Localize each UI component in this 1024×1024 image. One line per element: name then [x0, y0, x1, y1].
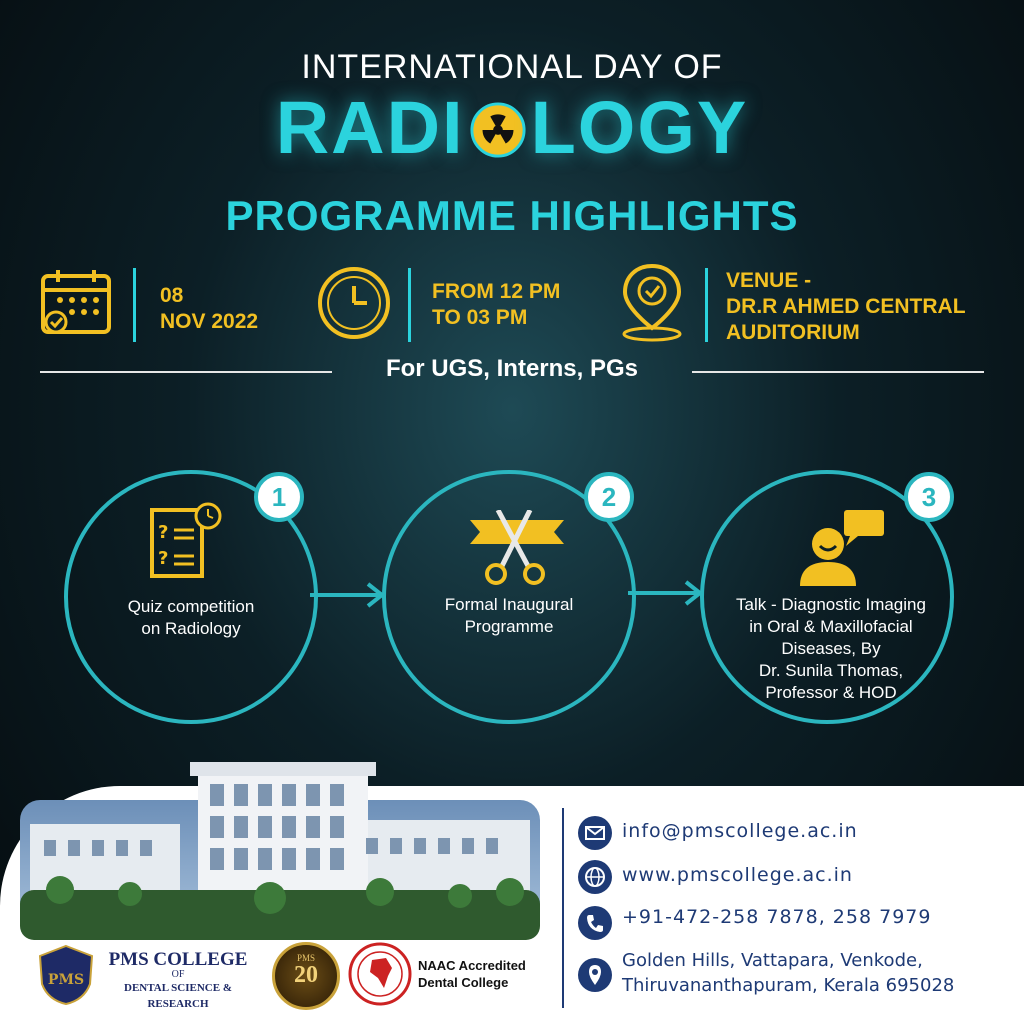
globe-icon: [578, 860, 612, 894]
step-3-text: Talk - Diagnostic Imaging in Oral & Maxillofacial Diseases, By Dr. Sunila Thomas, Professor & HOD: [736, 595, 926, 702]
step-3-number: 3: [904, 472, 954, 522]
quiz-icon: [148, 500, 228, 582]
step-2-text: Formal Inaugural Programme: [444, 595, 574, 636]
audience-label: For UGS, Interns, PGs: [385, 355, 639, 382]
phone-number[interactable]: +91-472-258 7878, 258 7979: [622, 906, 932, 928]
svg-text:?: ?: [158, 522, 169, 543]
phone-icon: [578, 906, 612, 940]
heading-radiology-a: RADI: [275, 86, 465, 169]
svg-text:?: ?: [158, 548, 169, 569]
college-building-image: [20, 750, 540, 940]
step-1-number: 1: [254, 472, 304, 522]
svg-text:PMS: PMS: [47, 972, 85, 988]
speaker-icon: [798, 506, 888, 588]
anniversary-badge-number: 20: [294, 962, 318, 988]
ribbon-scissors-icon: [468, 510, 566, 586]
heading-radiology-b: LOGY: [530, 86, 749, 169]
anniversary-badge-top: PMS: [296, 953, 315, 963]
programme-highlights-title: PROGRAMME HIGHLIGHTS: [225, 192, 799, 239]
arrow-right-icon: [628, 578, 708, 608]
divider-1: [133, 268, 136, 342]
naac-logo: [348, 942, 412, 1006]
email-link[interactable]: info@pmscollege.ac.in: [622, 820, 858, 842]
footer-divider: [562, 808, 564, 1008]
divider-2: [408, 268, 411, 342]
clock-icon: [315, 264, 393, 342]
location-pin-icon: [615, 262, 689, 342]
anniversary-badge: [272, 942, 340, 1010]
heading-radiology: [0, 88, 1024, 168]
college-name-line1: PMS COLLEGE: [108, 949, 248, 970]
event-venue: VENUE - DR.R AHMED CENTRAL AUDITORIUM: [726, 269, 966, 344]
pms-crest-logo: [36, 944, 96, 1006]
step-1-text: Quiz competition on Radiology: [127, 597, 255, 638]
event-date: 08 NOV 2022: [160, 284, 259, 333]
email-icon: [578, 816, 612, 850]
arrow-right-icon: [310, 580, 390, 610]
heading-line1: INTERNATIONAL DAY OF: [301, 48, 723, 86]
college-name: [98, 950, 258, 1012]
website-link[interactable]: www.pmscollege.ac.in: [622, 864, 853, 886]
location-icon: [578, 958, 612, 992]
calendar-icon: [40, 268, 114, 338]
divider-3: [705, 268, 708, 342]
rule-right: [692, 371, 984, 373]
college-name-line2: OF: [171, 969, 185, 980]
step-2-number: 2: [584, 472, 634, 522]
naac-text: NAAC Accredited Dental College: [418, 958, 526, 990]
event-time: FROM 12 PM TO 03 PM: [432, 280, 561, 329]
radiation-icon: [469, 101, 527, 159]
rule-left: [40, 371, 332, 373]
college-name-line3: DENTAL SCIENCE & RESEARCH: [124, 982, 232, 1010]
address-text: Golden Hills, Vattapara, Venkode, Thiruvananthapuram, Kerala 695028: [622, 950, 955, 996]
